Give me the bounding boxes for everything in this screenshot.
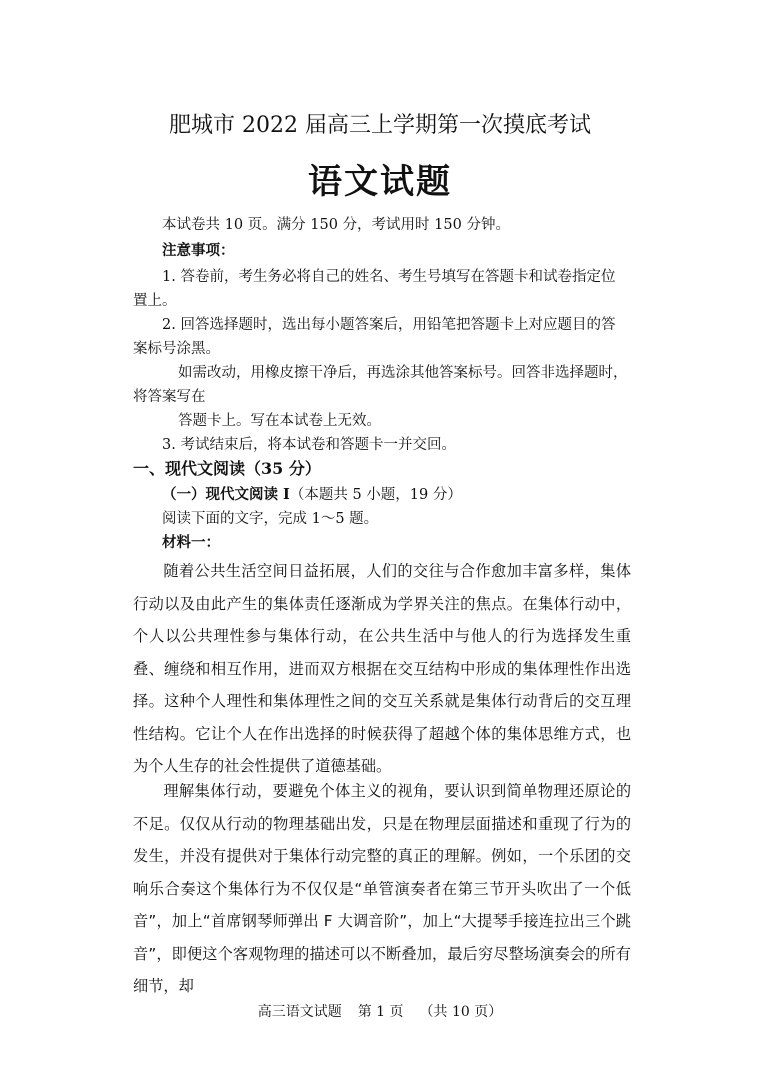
exam-title: 肥城市 2022 届高三上学期第一次摸底考试 — [169, 113, 591, 138]
subsection-note: （本题共 5 小题，19 分） — [289, 487, 462, 503]
subsection-heading — [162, 484, 462, 506]
material-label: 材料一： — [162, 534, 220, 551]
footer-total-pages: （共 10 页） — [419, 1004, 503, 1020]
subsection-title: （一）现代文阅读 I — [162, 486, 290, 503]
body-paragraph-2: 理解集体行动，要避免个体主义的视角，要认识到简单物理还原论的不足。仅仅从行动的物理基础出发，只是在物理层面描述和重现了行为的发生，并没有提供对于集体行动完整的真正的理解。例如，一个乐团的交响乐合奏这个集体行为不仅仅是“单管演奏者在第三节开头吹出了一个低音”，加上“首席钢琴师弹出 F 大调音阶”，加上“大提琴手接连拉出三个跳音”，即便这个客观物理的描述可以不断叠加，最后穷尽整场演奏会的所有细节，却 — [133, 782, 631, 995]
subject-title: 语文试题 — [308, 162, 452, 202]
footer-page-number: 第 1 页 — [357, 1004, 404, 1020]
notice-item-2-cont: 案标号涂黑。 — [133, 341, 220, 357]
footer-subject: 高三语文试题 — [257, 1004, 342, 1020]
notice-item-2-tail: 答题卡上。写在本试卷上无效。 — [178, 413, 381, 429]
notice-item-2: 2. 回答选择题时，选出每小题答案后，用铅笔把答题卡上对应题目的答 — [162, 317, 616, 333]
notice-heading: 注意事项： — [162, 242, 235, 259]
notice-item-3: 3. 考试结束后，将本试卷和答题卡一并交回。 — [162, 437, 456, 453]
body-paragraph-1: 随着公共生活空间日益拓展，人们的交往与合作愈加丰富多样，集体行动以及由此产生的集体责任逐渐成为学界关注的焦点。在集体行动中，个人以公共理性参与集体行动，在公共生活中与他人的行为选择发生重叠、缠绕和相互作用，进而双方根据在交互结构中形成的集体理性作出选择。这种个人理性和集体理性之间的交互关系就是集体行动背后的交互理性结构。它让个人在作出选择的时候获得了超越个体的集体思维方式，也为个人生存的社会性提供了道德基础。 — [133, 562, 631, 775]
notice-item-2-extra: 如需改动，用橡皮擦干净后，再选涂其他答案标号。回答非选择题时， — [178, 365, 628, 381]
notice-item-1: 1. 答卷前，考生务必将自己的姓名、考生号填写在答题卡和试卷指定位 — [162, 269, 616, 285]
exam-summary: 本试卷共 10 页。满分 150 分，考试用时 150 分钟。 — [162, 217, 510, 233]
section-heading: 一、现代文阅读（35 分） — [133, 459, 321, 478]
page-footer — [0, 1002, 760, 1022]
reading-instruction: 阅读下面的文字，完成 1～5 题。 — [162, 511, 379, 527]
notice-item-1-cont: 置上。 — [133, 293, 177, 309]
notice-item-2-extra-cont: 将答案写在 — [133, 389, 206, 405]
